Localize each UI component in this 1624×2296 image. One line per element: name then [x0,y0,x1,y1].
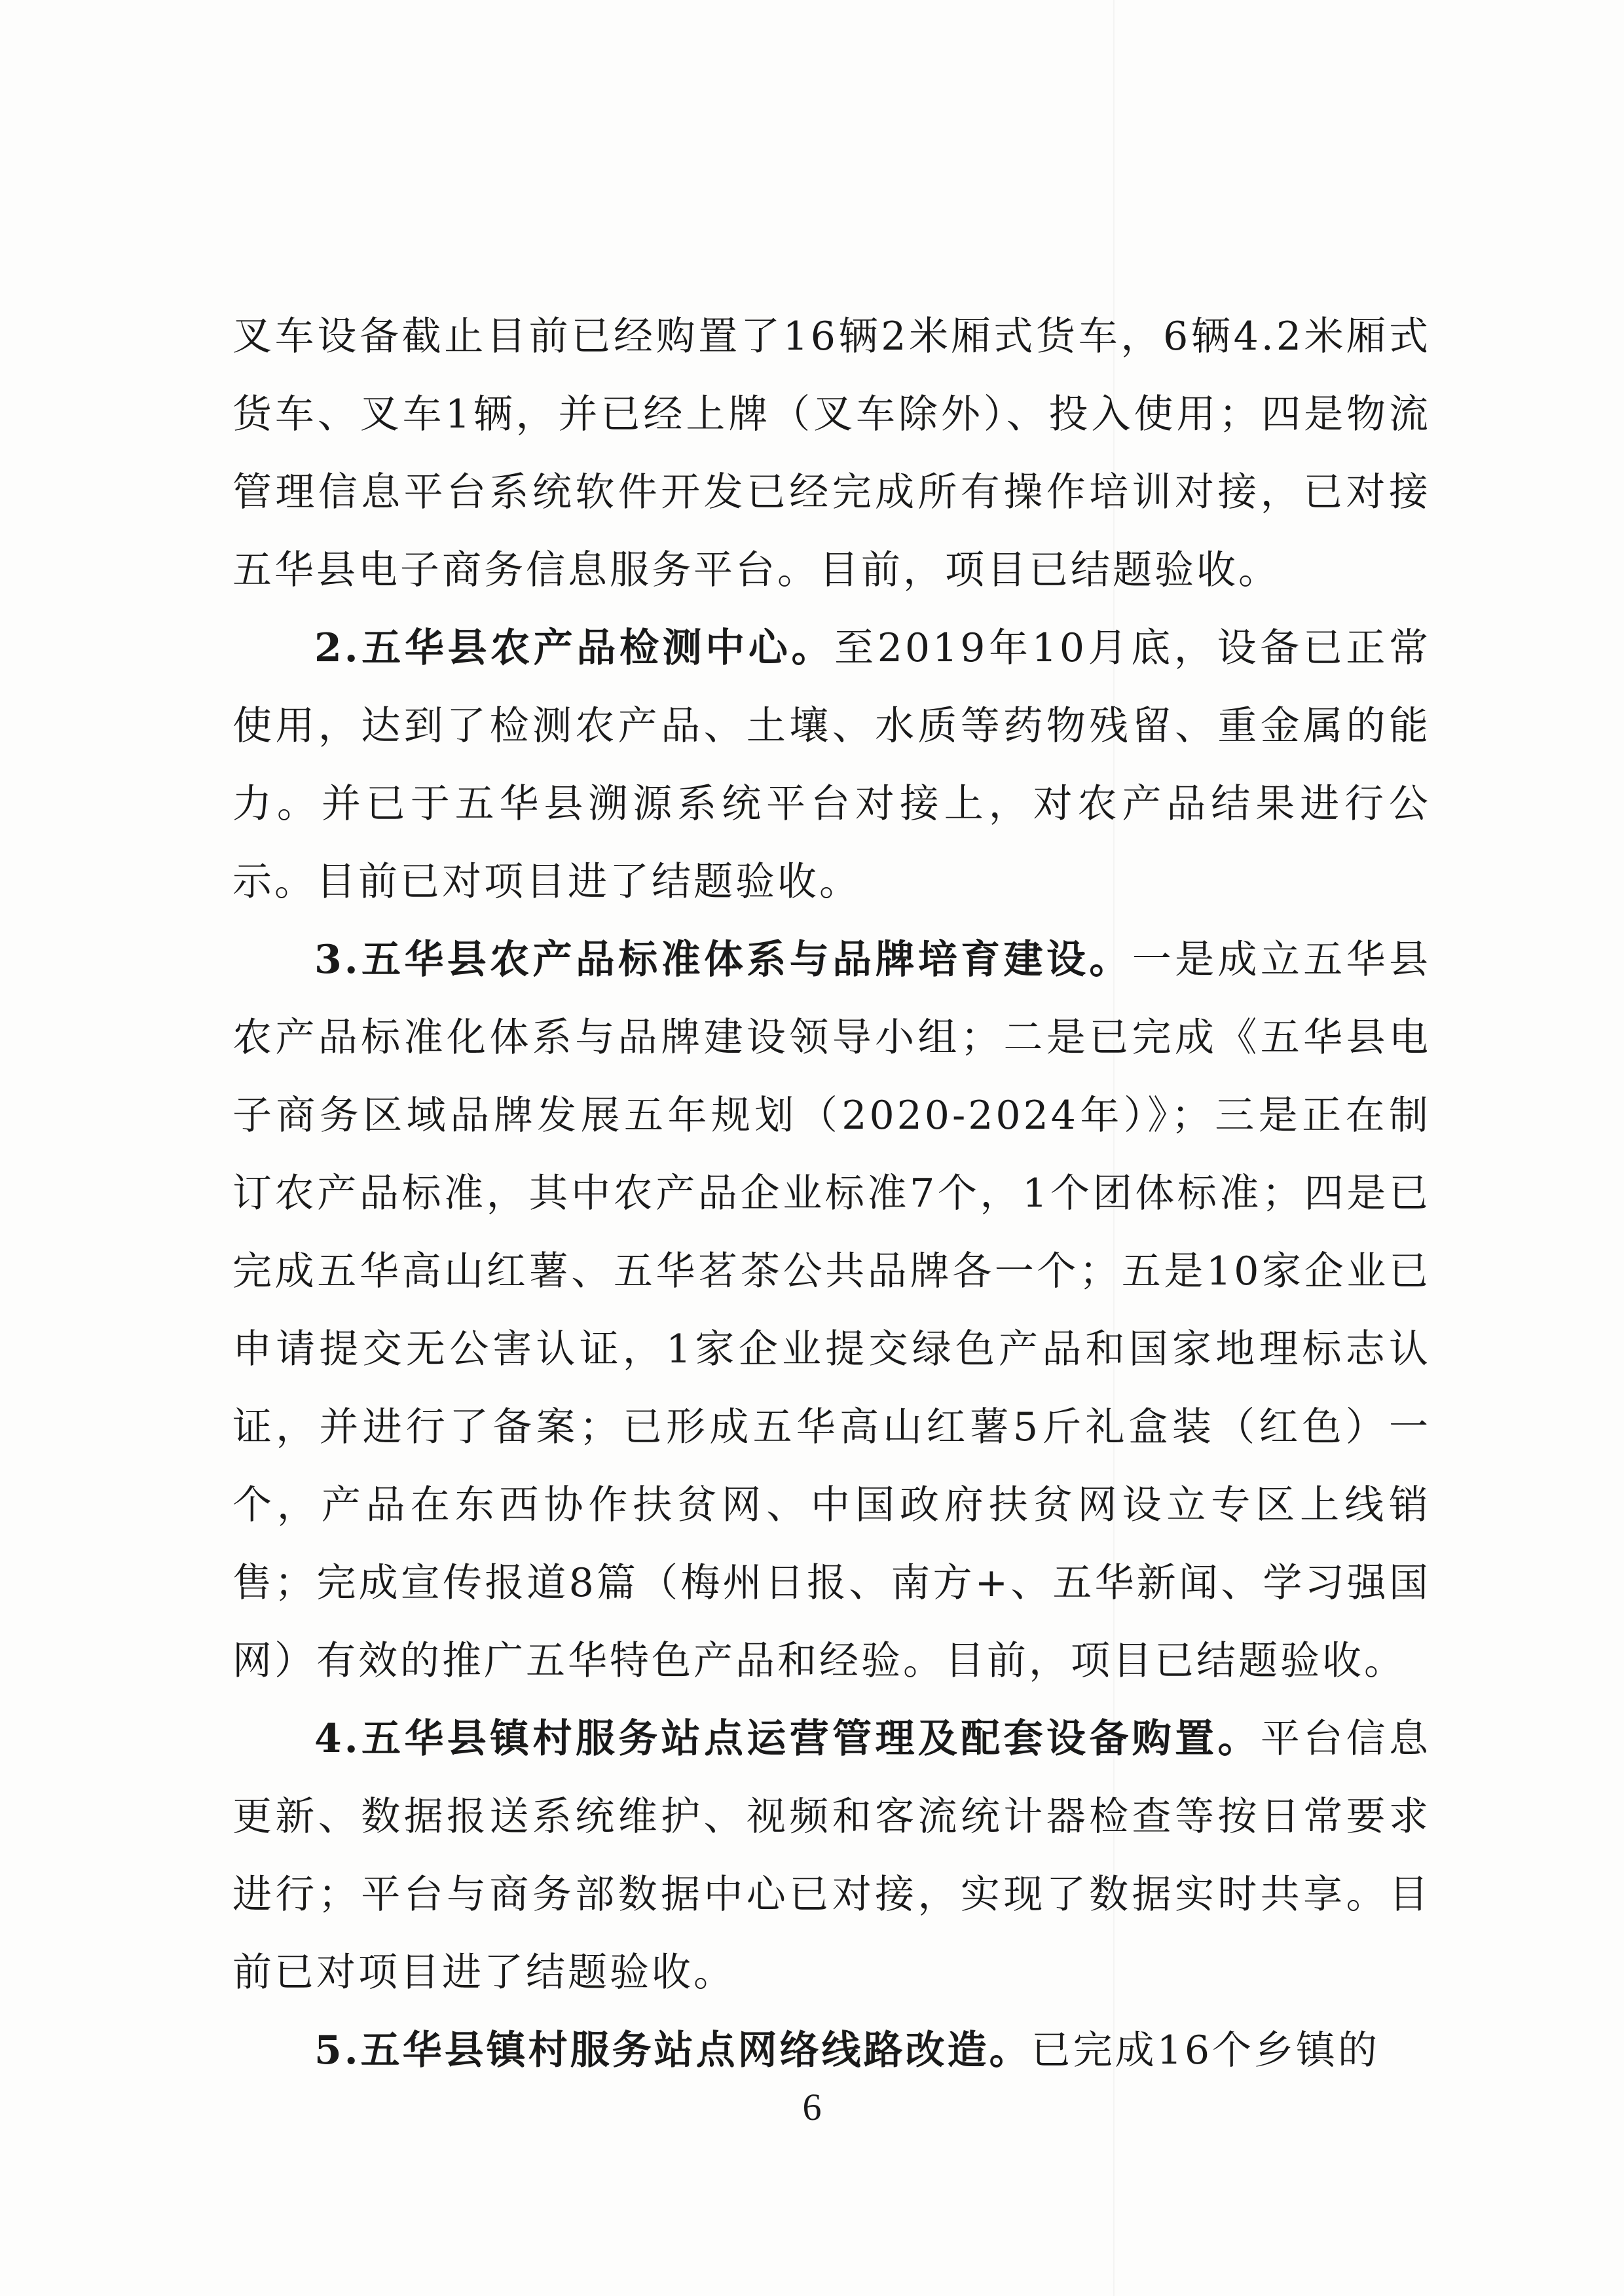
paragraph-3-heading: 3.五华县农产品标准体系与品牌培育建设。 [314,937,1132,983]
paragraph-3-text: 一是成立五华县农产品标准化体系与品牌建设领导小组；二是已完成《五华县电子商务区域品牌发展五年规划（2020-2024年）》；三是正在制订农产品标准，其中农产品企业标准7个，1个团体标准；四是已完成五华高山红薯、五华茗茶公共品牌各一个；五是10家企业已申请提交无公害认证，1家企业提交绿色产品和国家地理标志认证，并进行了备案；已形成五华高山红薯5斤礼盒装（红色）一个，产品在东西协作扶贫网、中国政府扶贫网设立专区上线销售；完成宣传报道8篇（梅州日报、南方+、五华新闻、学习强国网）有效的推广五华特色产品和经验。目前，项目已结题验收。 [232,937,1431,1684]
paragraph-2-heading: 2.五华县农产品检测中心。 [314,625,835,671]
paragraph-2-text: 至2019年10月底，设备已正常使用，达到了检测农产品、土壤、水质等药物残留、重金属的能力。并已于五华县溯源系统平台对接上，对农产品结果进行公示。目前已对项目进了结题验收。 [232,625,1431,905]
paragraph-1 [232,298,1431,610]
page-number: 6 [802,2086,822,2128]
paragraph-4-text: 平台信息更新、数据报送系统维护、视频和客流统计器检查等按日常要求进行；平台与商务部数据中心已对接，实现了数据实时共享。目前已对项目进了结题验收。 [232,1716,1431,1995]
paragraph-5-heading: 5.五华县镇村服务站点网络线路改造。 [314,2028,1031,2073]
paragraph-3 [232,921,1431,1700]
paragraph-4-heading: 4.五华县镇村服务站点运营管理及配套设备购置。 [314,1716,1261,1762]
paragraph-5-text: 已完成16个乡镇的 [1031,2028,1380,2073]
body-text [232,298,1431,2090]
paragraph-4 [232,1700,1431,2012]
paragraph-2 [232,610,1431,921]
paragraph-1-text: 叉车设备截止目前已经购置了16辆2米厢式货车，6辆4.2米厢式货车、叉车1辆，并已经上牌（叉车除外）、投入使用；四是物流管理信息平台系统软件开发已经完成所有操作培训对接，已对接五华县电子商务信息服务平台。目前，项目已结题验收。 [232,314,1431,593]
paragraph-5 [232,2012,1431,2090]
